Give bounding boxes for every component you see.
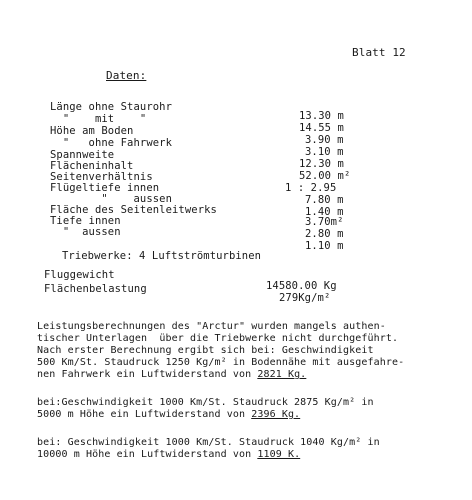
spec-value: 52.00 m² bbox=[299, 170, 351, 182]
drag-value: 1109 K. bbox=[257, 449, 301, 460]
paragraph-line: Leistungsberechnungen des "Arctur" wurden mangels authen- bbox=[37, 321, 386, 332]
spec-label: Spannweite bbox=[50, 149, 115, 161]
paragraph-text: nen Fahrwerk ein Luftwiderstand von bbox=[37, 369, 258, 380]
spec-value: 12.30 m bbox=[299, 158, 344, 170]
spec-label: Höhe am Boden bbox=[50, 125, 134, 137]
paragraph-line bbox=[37, 449, 300, 461]
section-title: Daten: bbox=[106, 69, 147, 82]
weight-label: Flächenbelastung bbox=[44, 283, 147, 295]
weight-label: Fluggewicht bbox=[44, 269, 115, 281]
spec-value: 2.80 m bbox=[305, 228, 344, 240]
spec-value: 3.10 m bbox=[305, 146, 344, 158]
drag-value: 2821 Kg. bbox=[257, 369, 307, 380]
paragraph-line: Nach erster Berechnung ergibt sich bei: Geschwindigkeit bbox=[37, 345, 374, 356]
spec-label: Seitenverhältnis bbox=[50, 171, 153, 183]
spec-label: " aussen bbox=[50, 226, 121, 238]
paragraph-text: 10000 m Höhe ein Luftwiderstand von bbox=[37, 449, 258, 460]
weight-value: 279Kg/m² bbox=[279, 292, 331, 304]
spec-label: " aussen bbox=[50, 193, 173, 205]
spec-value: 7.80 m bbox=[305, 194, 344, 206]
paragraph-line: 500 Km/St. Staudruck 1250 Kg/m² in Bodennähe mit ausgefahre- bbox=[37, 357, 405, 368]
spec-value: 3.90 m bbox=[305, 134, 344, 146]
paragraph-text: 5000 m Höhe ein Luftwiderstand von bbox=[37, 409, 252, 420]
spec-value: 1.10 m bbox=[305, 240, 344, 252]
spec-value: 3.70m² bbox=[305, 216, 344, 228]
spec-value: 14.55 m bbox=[299, 122, 344, 134]
paragraph-line bbox=[37, 409, 300, 421]
spec-label: Tiefe innen bbox=[50, 215, 121, 227]
weight-value: 14580.00 Kg bbox=[266, 280, 337, 292]
spec-label: " ohne Fahrwerk bbox=[50, 137, 173, 149]
paragraph-line: bei:Geschwindigkeit 1000 Km/St. Staudruck 2875 Kg/m² in bbox=[37, 397, 374, 408]
spec-value: 1.40 m bbox=[305, 206, 344, 218]
paragraph-line: bei: Geschwindigkeit 1000 Km/St. Staudruck 1040 Kg/m² in bbox=[37, 437, 380, 448]
drag-value: 2396 Kg. bbox=[251, 409, 301, 420]
spec-label: Fläche des Seitenleitwerks bbox=[50, 204, 217, 216]
spec-label: " mit " bbox=[50, 113, 147, 125]
spec-value: 13.30 m bbox=[299, 110, 344, 122]
spec-label: Flächeninhalt bbox=[50, 160, 134, 172]
spec-label: Flügeltiefe innen bbox=[50, 182, 160, 194]
engines-line: Triebwerke: 4 Luftströmturbinen bbox=[62, 250, 262, 262]
paragraph-line: tischer Unterlagen über die Triebwerke nicht durchgeführt. bbox=[37, 333, 399, 344]
page-label: Blatt 12 bbox=[352, 46, 406, 59]
spec-value: 1 : 2.95 bbox=[285, 182, 337, 194]
spec-label: Länge ohne Staurohr bbox=[50, 101, 173, 113]
paragraph-line bbox=[37, 369, 306, 381]
